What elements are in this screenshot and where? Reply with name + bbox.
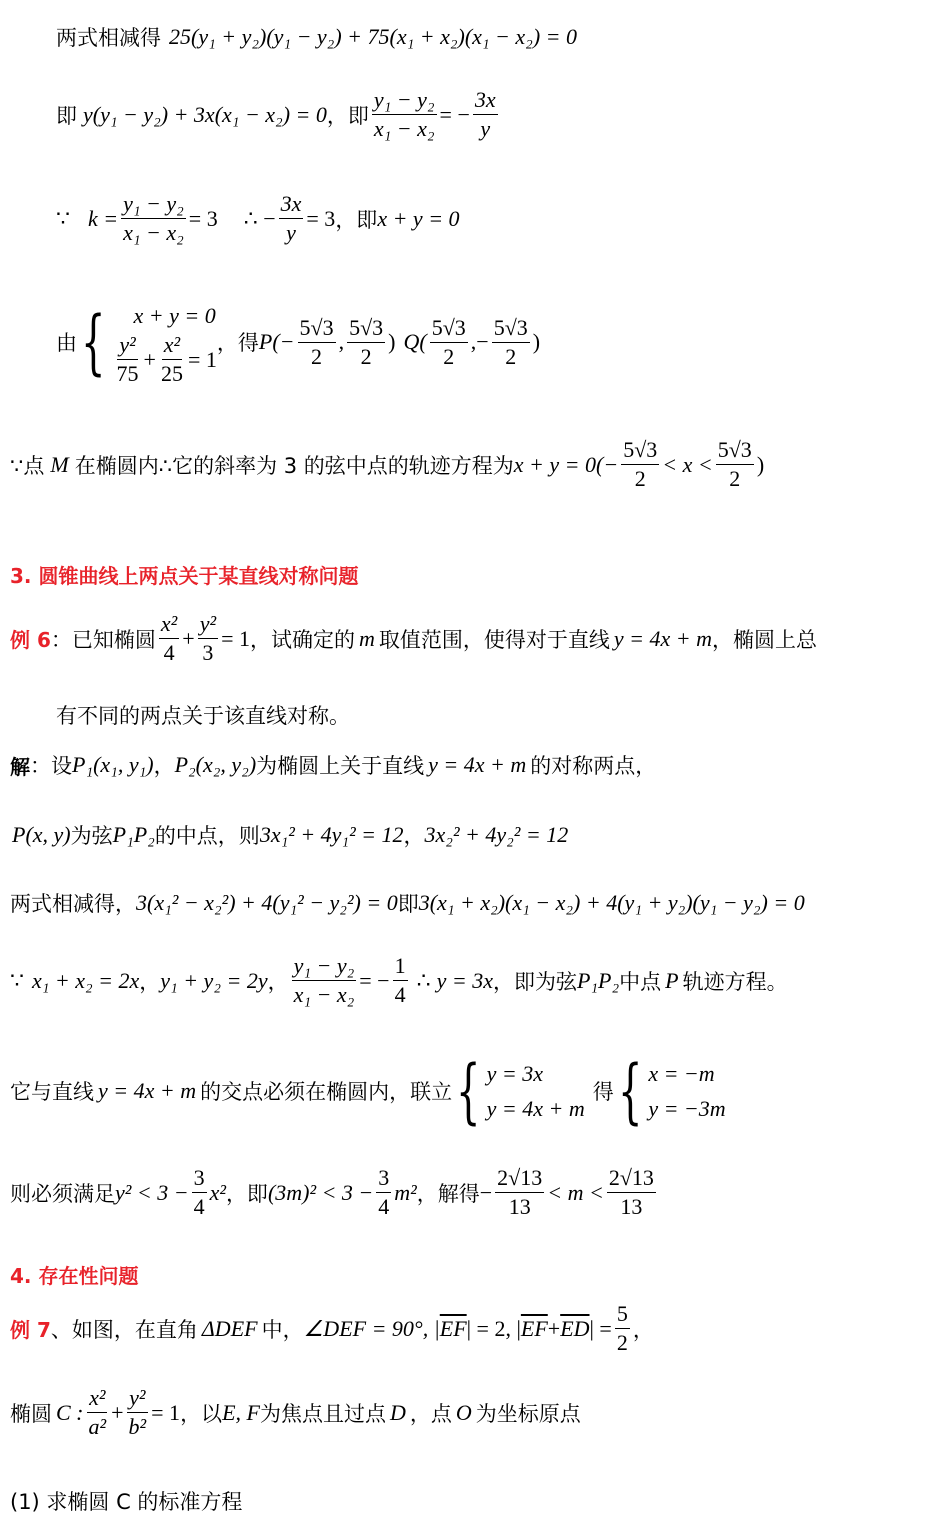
operator: < x < [662,451,713,477]
text: 的交点必须在椭圆内，联立 [200,1080,453,1105]
text: 即 [397,892,419,916]
text: ：已知椭圆 [50,627,156,652]
point: P(x, y) [12,822,71,847]
fraction: $\frac{1}{4}$ [394,953,406,1008]
fraction: $\frac{\text{y²}}{3}$ [199,611,217,666]
equation: 25(y₁ + y₂)(y₁ − y₂) + 75(x₁ + x₂)(x₁ − x₂) = 0 [169,24,577,49]
equation: k = [88,205,119,231]
text: 为坐标原点 [475,1401,581,1426]
equation-system [487,1056,585,1126]
equation-line-1 [56,22,577,52]
equation-line-14 [10,1386,581,1439]
text: 则必须满足 [10,1181,115,1206]
text: 得 [592,1080,614,1105]
left-brace: { [81,301,106,384]
left-brace: { [617,1050,643,1133]
text: ， [403,824,425,848]
text: 取值范围，使得对于直线 [378,627,610,652]
equation-line-3 [56,192,460,245]
variable: M [50,451,69,477]
fraction: $\frac{3x}{y}$ [474,87,496,142]
fraction: $\frac{\text{y²}}{\text{b²}}$ [128,1385,147,1440]
equation: y₁ + y₂ = 2y [160,967,268,993]
equation: m² [394,1179,417,1205]
system-row: y = 3x [486,1061,544,1086]
fraction: $\frac{3x}{y}$ [280,191,302,246]
paren: ) [756,451,765,477]
equation: 3x₁² + 4y₁² = 12 [259,822,404,847]
equation: x₁ + x₂ = 2x [32,967,140,993]
text: 两式相减得， [10,892,136,916]
solution-label: 解 [10,754,30,779]
therefore-symbol: ∴ − [243,205,276,231]
system-row: $\frac{\text{y²}}{75}$ + $\frac{\text{x²}}{25}$ = 1 [116,332,217,387]
variable: P [665,967,679,993]
equation: x + y = 0 [377,205,460,231]
fraction: $\frac{5√3}{2}$ [299,314,334,369]
equation-system [648,1056,725,1126]
text: 在椭圆内∴它的斜率为 3 的弦中点的轨迹方程为 [74,453,514,478]
operator: < m < [547,1179,604,1205]
text: 的中点，则 [154,824,260,848]
point: P₂(x₂, y₂) [174,752,257,777]
point-q: Q( [403,329,427,355]
text: ， [139,969,161,994]
text: 轨迹方程。 [682,969,788,994]
example-7-line [10,1302,654,1355]
cut-off-line: (1) 求椭圆 C 的标准方程 [10,1490,243,1514]
text: ，以 [180,1401,223,1426]
operator: = − [359,967,390,993]
point-p: P(− [258,329,295,355]
variable: m [358,625,375,651]
text: 的对称两点， [530,754,657,778]
example-6-continuation: 有不同的两点关于该直线对称。 [56,704,350,728]
text: ， [153,754,175,778]
equation: y² < 3 − [115,1179,189,1205]
point: O [455,1399,472,1425]
equation-line-8 [12,820,568,850]
text: 为椭圆上关于直线 [256,754,425,778]
chord: P₁P₂ [576,967,620,993]
equation: y = 4x + m [428,752,527,777]
operator: = 1 [151,1399,181,1425]
example-label: 例 7 [10,1318,51,1343]
equation-line-2 [56,88,501,141]
text: 为弦 [70,824,113,848]
text: ， [632,1317,654,1342]
fraction: $\frac{5√3}{2}$ [623,437,658,492]
comma: ,− [470,329,489,355]
foci: E, F [222,1399,260,1425]
operator: + [111,1399,124,1425]
operator: = 1 [221,625,250,651]
equation: (3m)² < 3 − [267,1179,374,1205]
text: 由 [56,331,77,356]
equation-line-10 [10,954,788,1007]
equation: x + y = 0(− [513,451,619,477]
text: ，得 [216,331,259,356]
text: ，即 [225,1181,268,1206]
equation: | = 2, | [466,1315,521,1341]
paren: ) [532,329,541,355]
fraction: $\frac{3}{4}$ [378,1165,390,1220]
system-row: y = −3m [648,1096,726,1122]
operator: + [182,625,195,651]
text: 中点 [619,969,662,994]
equation: ∠DEF = 90°, | [303,1315,440,1341]
operator: = − [439,101,470,127]
solution-line [10,750,656,780]
fraction: $\frac{5√3}{2}$ [349,314,384,369]
fraction: $\frac{\text{y₁ − y₂}}{\text{x₁ − x₂}}$ [293,953,355,1008]
fraction: $\frac{\text{x²}}{\text{a²}}$ [88,1385,107,1440]
text: ：设 [30,754,72,778]
fraction: $\frac{\text{y₁ − y₂}}{\text{x₁ − x₂}}$ [373,87,435,142]
operator: = 3 [306,205,336,231]
equation-line-11 [10,1050,726,1133]
fraction: $\frac{5}{2}$ [616,1301,628,1356]
example-label: 例 6 [10,628,51,653]
paren: ) [388,329,396,355]
point: D [389,1399,406,1425]
text: 它与直线 [10,1080,94,1105]
vector: $\overline{ED}$ [560,1315,590,1341]
text: ，椭圆上总 [711,627,817,652]
chord: P₁P₂ [112,822,155,847]
equation: 3(x₁² − x₂²) + 4(y₁² − y₂²) = 0 [136,890,398,915]
triangle: ΔDEF [201,1315,258,1341]
equation: y(y₁ − y₂) + 3x(x₁ − x₂) = 0 [83,101,327,127]
system-row: x + y = 0 [133,303,216,328]
section-heading-3: 3. 圆锥曲线上两点关于某直线对称问题 [10,564,359,588]
text: ，即为弦 [492,969,577,994]
text: ，解得 [416,1181,480,1206]
operator: − [479,1179,493,1205]
equation-line-4 [56,298,540,387]
operator: = 3 [188,205,218,231]
point: P₁(x₁, y₁) [72,752,154,777]
operator: + [547,1315,561,1341]
text: 为焦点且过点 [259,1401,386,1426]
ellipse-label: C : [56,1399,84,1425]
text: 、如图，在直角 [50,1317,198,1342]
text: 即 [56,103,77,128]
text: 椭圆 [10,1401,52,1426]
equation: 3x₂² + 4y₂² = 12 [424,822,569,847]
fraction: $\frac{\text{y₁ − y₂}}{\text{x₁ − x₂}}$ [123,191,184,246]
fraction: $\frac{5√3}{2}$ [493,314,528,369]
equation-line-5 [10,438,764,491]
text: ∵点 [10,453,45,478]
text: ，点 [409,1401,452,1426]
left-brace: { [456,1050,481,1133]
equation: y = 3x [436,967,493,993]
text: ，试确定的 [249,627,355,652]
equation: y = 4x + m [613,625,712,651]
because-symbol: ∵ [10,967,24,993]
fraction: $\frac{2√13}{13}$ [497,1165,543,1220]
comma: , [338,329,345,355]
fraction: $\frac{2√13}{13}$ [608,1165,654,1220]
fraction: $\frac{5√3}{2}$ [431,314,466,369]
equation-line-9 [10,888,805,918]
system-row: y = 4x + m [486,1096,585,1122]
text: ，即 [326,103,369,128]
fraction: $\frac{3}{4}$ [193,1165,205,1220]
section-heading-4: 4. 存在性问题 [10,1264,139,1288]
example-6-line [10,612,817,665]
equation: | = [589,1315,612,1341]
equation: y = 4x + m [98,1078,197,1104]
therefore-symbol: ∴ [416,967,431,993]
equation: x² [209,1179,226,1205]
text: 两式相减得 [56,26,161,50]
text: ， [267,969,289,994]
vector: $\overline{EF}$ [520,1315,548,1341]
equation-line-12 [10,1166,659,1219]
vector: $\overline{EF}$ [439,1315,467,1341]
system-row: x = −m [648,1061,715,1086]
fraction: $\frac{5√3}{2}$ [717,437,752,492]
text: 中， [261,1317,304,1342]
equation: 3(x₁ + x₂)(x₁ − x₂) + 4(y₁ + y₂)(y₁ − y₂) = 0 [418,890,805,915]
text: ，即 [335,207,378,232]
because-symbol: ∵ [56,205,70,231]
fraction: $\frac{\text{x²}}{4}$ [160,611,178,666]
equation-system [112,298,217,387]
